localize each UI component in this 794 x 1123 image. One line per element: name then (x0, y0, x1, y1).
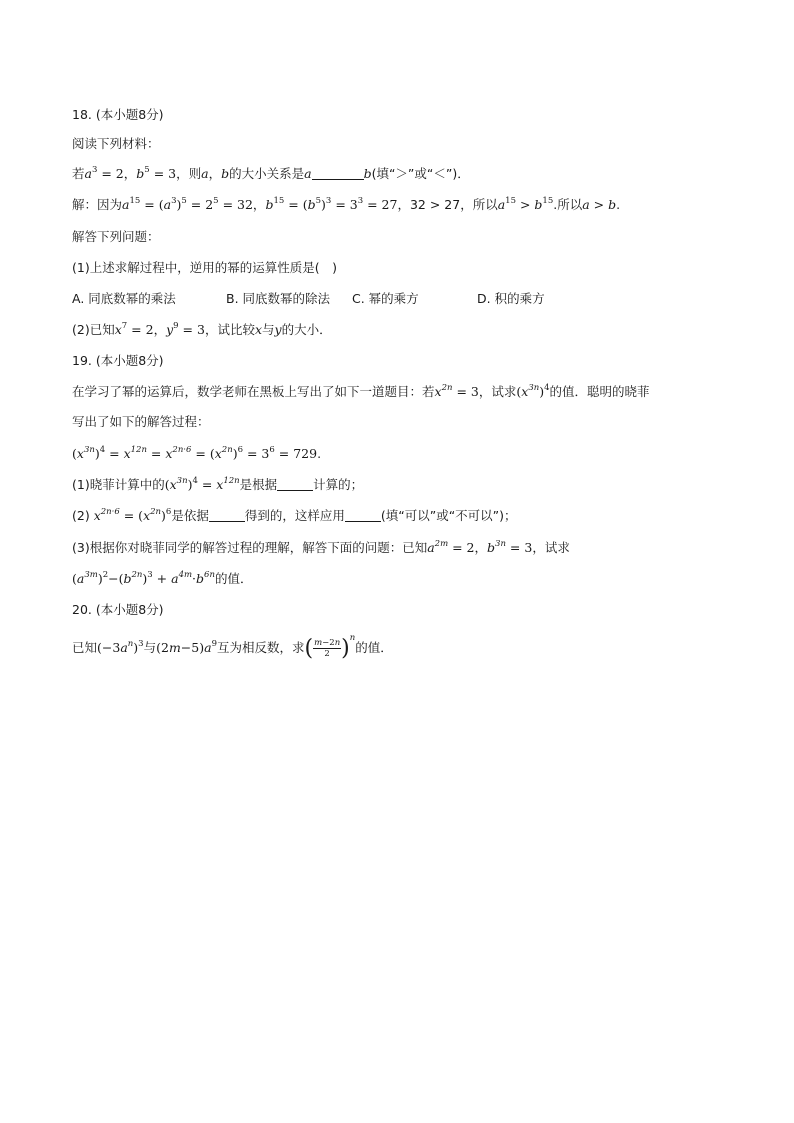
q18-part2: (2)已知$x^7 = 2$，$y^9 = 3$，试比较x与y的大小． (72, 321, 332, 337)
q20-text: 已知$(-3a^n)^3$与$(2m-5)a^9$互为相反数，求( $\frac{m-2n}{2}$ )$^n$的值． (72, 633, 393, 661)
answer-blank[interactable] (312, 167, 364, 180)
option-d[interactable]: D. 积的乘方 (477, 291, 545, 306)
q20-header: 20. (本小题8分) (72, 602, 164, 617)
option-b[interactable]: B. 同底数幂的除法 (226, 291, 331, 306)
option-c[interactable]: C. 幂的乘方 (352, 291, 419, 306)
answer-blank[interactable] (345, 509, 381, 522)
fraction-expression: ( $\frac{m-2n}{2}$ )$^n$ (304, 633, 356, 661)
q18-given: 若$a^3 = 2$，$b^5 = 3$，则a，b的大小关系是a b(填“＞”或“＜”)． (72, 165, 470, 181)
q19-text1: 在学习了幂的运算后，数学老师在黑板上写出了如下一道题目：若$x^{2n} = 3$，试求$(x^{3n})^4$的值．聪明的晓菲 (72, 383, 650, 399)
q18-options (72, 291, 545, 307)
q19-part1: (1)晓菲计算中的$(x^{3n})^4 = x^{12n}$是根据 计算的； (72, 476, 364, 492)
q19-text2: 写出了如下的解答过程： (72, 414, 210, 429)
answer-blank[interactable] (277, 478, 313, 491)
q19-part2: (2) $x^{2n\cdot 6} = (x^{2n})^6$是依据 得到的，这样应用 (填“可以”或“不可以”)； (72, 507, 517, 523)
q19-part3: (3)根据你对晓菲同学的解答过程的理解，解答下面的问题：已知$a^{2m} = 2$，$b^{3n} = 3$，试求 (72, 539, 570, 555)
answer-blank[interactable] (209, 509, 245, 522)
option-a[interactable]: A. 同底数幂的乘法 (72, 291, 176, 306)
q19-work: $(x^{3n})^4 = x^{12n} = x^{2n\cdot 6} = (x^{2n})^6 = 3^6 = 729$. (72, 445, 322, 461)
q18-part1: (1)上述求解过程中，逆用的幂的运算性质是( ) (72, 260, 337, 275)
q18-intro: 阅读下列材料： (72, 136, 160, 151)
q18-solution: 解：因为$a^{15} = (a^3)^5 = 2^5 = 32$，$b^{15} = (b^5)^3 = 3^3 = 27$，32 > 27，所以$a^{15} > b^{15}$.所以a > b. (72, 196, 621, 212)
q19-part3-expr: $(a^{3m})^2-(b^{2n})^3 + a^{4m}\cdot b^{6n}$的值． (72, 570, 253, 586)
q18-tasks: 解答下列问题： (72, 229, 160, 244)
q18-header: 18. (本小题8分) (72, 107, 164, 122)
q19-header: 19. (本小题8分) (72, 353, 164, 368)
